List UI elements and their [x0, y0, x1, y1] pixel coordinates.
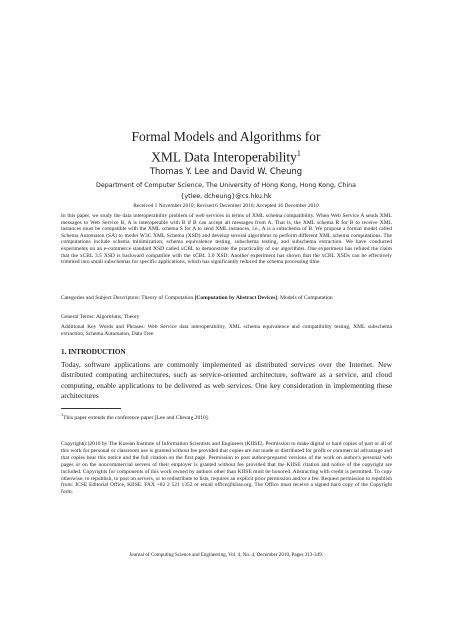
keywords: Additional Key Words and Phrases: Web Service data interoperability, XML schema equivalence and compatibility testing, XML subschema extraction, Schema Automaton, Data Tree [61, 324, 392, 337]
journal-reference: Journal of Computing Science and Engineering, Vol. 4, No. 4, December 2010, Pages 313-349. [129, 552, 323, 558]
section-heading: 1. INTRODUCTION [61, 348, 126, 356]
title-footnote-mark: 1 [296, 149, 301, 158]
affiliation-block [0, 180, 452, 202]
categories-bold: [Computation by Abstract Devices] [194, 295, 278, 301]
title-line-1: Formal Models and Algorithms for [131, 129, 321, 144]
subject-categories [61, 295, 392, 302]
affiliation: Department of Computer Science, The University of Hong Kong, Hong Kong, China [96, 182, 356, 189]
general-terms: General Terms: Algorithms, Theory [61, 314, 140, 320]
footnote-text: This paper extends the conference paper [Lee and Cheung 2010]. [63, 414, 210, 421]
footnote [61, 412, 392, 421]
abstract: In this paper, we study the data interoperability problem of web services in terms of XML schema compatibility. When Web Service A sends XML messages to Web Service B, A is interoperable with B if B can accept all messages from A. That is, the XML schema R for B to receive XML instances must be compatible with the XML schema S for A to send XML instances, i.e., A is a subschema of B. We propose a formal model called Schema Automaton (SA) to model W3C XML Schema (XSD) and develop several algorithms to perform different XML schema computations. The computations include schema minimization, schema equivalence testing, subschema testing, and subschema extraction. We have conducted experiments on an e-commerce standard XSD called xCBL to demonstrate the practicality of our algorithms. One experiment has refuted the claim that the xCBL 3.5 XSD is backward compatible with the xCBL 3.0 XSD. Another experiment has shown that the xCBL XSDs can be effectively trimmed into small subschemas for specific applications, which has significantly reduced the schema processing time. [61, 213, 392, 266]
title-line-2 [0, 145, 452, 166]
received-dates: Received 1 November 2010; Revised 6 December 2010; Accepted 16 December 2010 [133, 203, 319, 209]
title-line-2-text: XML Data Interoperability [151, 149, 297, 165]
introduction-text: Today, software applications are commonly implemented as distributed services over the Internet. New distributed computing architectures, such as service-oriented architecture, software as a service, and cloud computing, enable applications to be delivered as web services. One key consideration in implementing these architectures [61, 360, 392, 400]
footnote-mark: 1 [61, 412, 64, 417]
footnote-rule [61, 408, 121, 409]
categories-label: Categories and Subject Descriptors: Theory of Computation [61, 295, 194, 301]
paper-title [0, 128, 452, 166]
copyright-notice: Copyright(c)2010 by The Korean Institute of Information Scientists and Engineers (KIISE). Permission to make digital or hard copies of part or all of this work for personal or classroom use is granted without fee provided that copies are not made or distributed for profit or commercial advantage and that copies bear this notice and the full citation on the first page. Permission to post author-prepared versions of the work on author's personal web pages or on the noncommercial servers of their employer is granted without fee provided that the KIISE citation and notice of the copyright are included. Copyrights for components of this work owned by authors other than KIISE must be honored. Abstracting with credit is permitted. To copy otherwise, to republish, to post on servers, or to redistribute to lists, requires an explicit prior permission and/or a fee. Request permission to republish from: JCSE Editorial Office, KIISE. FAX +82 2 521 1352 or email office@kiise.org. The Office must receive a signed hard copy of the Copyright form. [61, 441, 392, 496]
author-emails: {ytlee, dcheung}@cs.hku.hk [180, 193, 272, 200]
authors: Thomas Y. Lee and David W. Cheung [149, 166, 303, 176]
categories-rest: : Models of Computation [277, 295, 333, 301]
